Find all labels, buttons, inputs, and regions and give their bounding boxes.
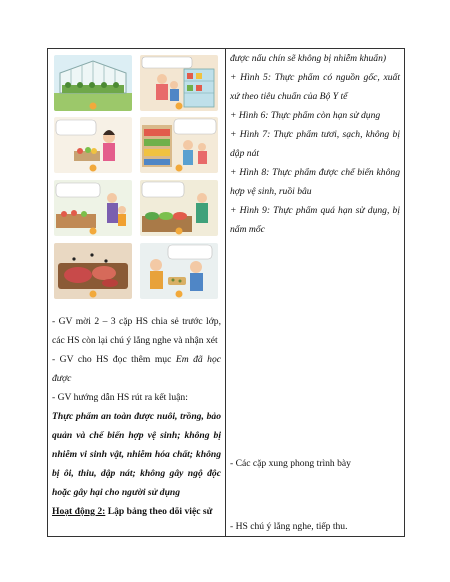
- picture-moldy-bread: [140, 243, 218, 299]
- table-row: [48, 49, 405, 537]
- conclusion-text: Thực phẩm an toàn được nuôi, trồng, bảo quản và chế biến hợp vệ sinh; không bị nhiễm vi sinh vật, nhiễm hóa chất; không bị ôi, thiu, dập nát; không gây ngộ độc hoặc gây hại cho người sử dụng: [52, 411, 221, 498]
- answer-line: + Hình 7: Thực phẩm tươi, sạch, không bị dập nát: [230, 129, 400, 159]
- teacher-step-share: - GV mời 2 – 3 cặp HS chia sẻ trước lớp, các HS còn lại chú ý lắng nghe và nhận xét: [52, 316, 221, 346]
- teacher-column: [48, 49, 226, 537]
- student-step-present: - Các cặp xung phong trình bày: [230, 458, 351, 469]
- illustration-grid: [48, 49, 225, 307]
- picture-greenhouse: [54, 55, 132, 111]
- student-step-listen: - HS chú ý lắng nghe, tiếp thu.: [230, 521, 348, 532]
- teacher-activities: [48, 307, 225, 521]
- picture-answers: [226, 49, 404, 239]
- answer-line: + Hình 8: Thực phẩm được chế biến không hợp vệ sinh, ruồi bâu: [230, 167, 400, 197]
- picture-girl-food: [54, 117, 132, 173]
- student-column: [226, 49, 405, 537]
- picture-meat-flies: [54, 243, 132, 299]
- picture-vegetable-stall: [140, 180, 218, 236]
- teacher-step-conclude: - GV hướng dẫn HS rút ra kết luận:: [52, 392, 188, 403]
- activity-heading: Hoạt động 2: Lập bảng theo dõi việc sử: [52, 506, 213, 517]
- answer-line: + Hình 9: Thực phẩm quá hạn sử dụng, bị nấm mốc: [230, 205, 400, 235]
- student-activities: [226, 454, 404, 536]
- picture-shop-fridge: [140, 55, 218, 111]
- activity-label: Hoạt động 2:: [52, 506, 106, 517]
- picture-supermarket: [140, 117, 218, 173]
- answer-line: + Hình 5: Thực phẩm có nguồn gốc, xuất xứ theo tiêu chuẩn của Bộ Y tế: [230, 72, 400, 102]
- picture-market-mother-child: [54, 180, 132, 236]
- section-reference: Em đã học được: [52, 354, 221, 384]
- lesson-table: [47, 48, 405, 537]
- teacher-step-read: - GV cho HS đọc thêm mục Em đã học được: [52, 354, 221, 384]
- answer-line: + Hình 6: Thực phẩm còn hạn sử dụng: [230, 110, 381, 121]
- answer-line: được nấu chín sẽ không bị nhiễm khuẩn): [230, 53, 387, 64]
